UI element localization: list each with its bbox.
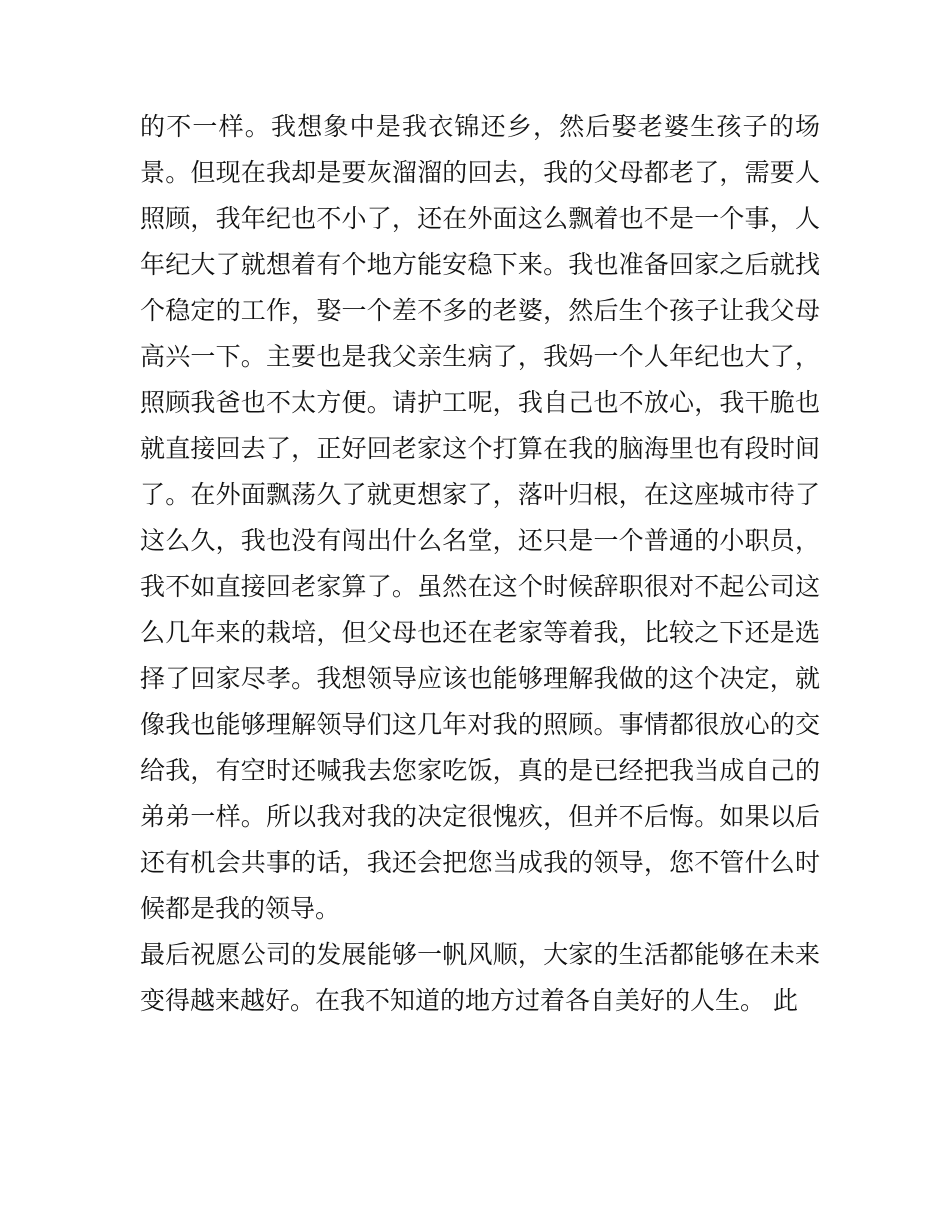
paragraph-2 [140, 932, 820, 1024]
text-line: 像我也能够理解领导们这几年对我的照顾。事情都很放心的交 [140, 710, 820, 739]
paragraph-1 [140, 104, 820, 932]
text-line: 的不一样。我想象中是我衣锦还乡，然后娶老婆生孩子的场 [140, 112, 820, 141]
letter-body [140, 104, 820, 1024]
text-line: 照顾我爸也不太方便。请护工呢，我自己也不放心，我干脆也 [140, 388, 820, 417]
text-line: 就直接回去了，正好回老家这个打算在我的脑海里也有段时间 [140, 434, 820, 463]
text-line: 年纪大了就想着有个地方能安稳下来。我也准备回家之后就找 [140, 250, 820, 279]
text-line: 景。但现在我却是要灰溜溜的回去，我的父母都老了，需要人 [140, 158, 820, 187]
text-line: 我不如直接回老家算了。虽然在这个时候辞职很对不起公司这 [140, 572, 820, 601]
text-line: 择了回家尽孝。我想领导应该也能够理解我做的这个决定，就 [140, 664, 820, 693]
text-line: 这么久，我也没有闯出什么名堂，还只是一个普通的小职员， [140, 526, 820, 555]
text-line: 最后祝愿公司的发展能够一帆风顺，大家的生活都能够在未来 [140, 940, 820, 969]
text-line: 给我，有空时还喊我去您家吃饭，真的是已经把我当成自己的 [140, 756, 820, 785]
text-line: 了。在外面飘荡久了就更想家了，落叶归根，在这座城市待了 [140, 480, 820, 509]
text-line: 高兴一下。主要也是我父亲生病了，我妈一个人年纪也大了， [140, 342, 820, 371]
text-line: 变得越来越好。在我不知道的地方过着各自美好的人生。 此 [140, 986, 798, 1015]
text-line: 候都是我的领导。 [140, 894, 341, 923]
text-line: 个稳定的工作，娶一个差不多的老婆，然后生个孩子让我父母 [140, 296, 820, 325]
text-line: 照顾，我年纪也不小了，还在外面这么飘着也不是一个事，人 [140, 204, 820, 233]
text-line: 么几年来的栽培，但父母也还在老家等着我，比较之下还是选 [140, 618, 820, 647]
text-line: 还有机会共事的话，我还会把您当成我的领导，您不管什么时 [140, 848, 820, 877]
text-line: 弟弟一样。所以我对我的决定很愧疚，但并不后悔。如果以后 [140, 802, 820, 831]
